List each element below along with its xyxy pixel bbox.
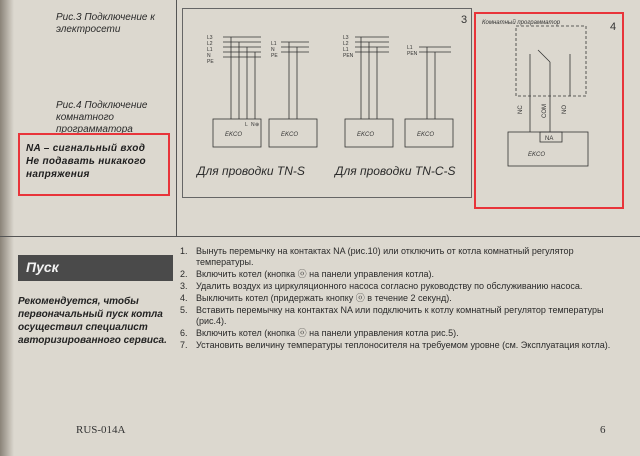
- boiler-label-3: EKCO: [357, 132, 375, 138]
- bus-label-9: L3: [343, 35, 349, 41]
- signal-input-warning: [18, 133, 170, 196]
- step-number: 6.: [180, 328, 188, 338]
- bus-label-8: PE: [271, 53, 278, 59]
- programmer-title: Комнатный программатор: [482, 20, 561, 26]
- step-text: Включить котел (кнопка ⓞ на панели управления котла рис.5).: [196, 328, 459, 338]
- terminal-l: L: [245, 122, 248, 128]
- terminal-com: COM: [542, 104, 548, 118]
- bus-label-4: N: [207, 53, 211, 59]
- terminal-nc: NC: [518, 105, 524, 114]
- section-title: Пуск: [26, 259, 59, 275]
- mains-wiring-svg: [183, 9, 473, 199]
- room-programmer-diagram: [474, 12, 624, 209]
- warning-line-3: напряжения: [26, 169, 90, 180]
- step-item: [180, 281, 620, 292]
- bus-label-6: L1: [271, 41, 277, 47]
- terminal-no: NO: [562, 105, 568, 114]
- step-item: [180, 269, 620, 280]
- step-text: Включить котел (кнопка ⓞ на панели управления котла).: [196, 269, 435, 279]
- step-number: 2.: [180, 269, 188, 279]
- bus-label-7: N: [271, 47, 275, 53]
- tn-s-label: Для проводки TN-S: [197, 164, 305, 178]
- column-divider: [176, 0, 177, 236]
- terminal-pe: ⊕: [255, 122, 260, 128]
- step-text: Выключить котел (придержать кнопку ⓞ в течение 2 секунд).: [196, 293, 452, 303]
- step-text: Вынуть перемычку на контактах NA (рис.10) или отключить от котла комнатный регулятор температуры.: [196, 246, 574, 267]
- bus-label-5: PE: [207, 59, 214, 65]
- boiler-label-4: EKCO: [417, 132, 435, 138]
- step-number: 1.: [180, 246, 188, 256]
- step-item: [180, 328, 620, 339]
- boiler-label-2: EKCO: [281, 132, 299, 138]
- fig3-caption: Рис.3 Подключение к электросети: [56, 12, 155, 35]
- section-divider: [0, 236, 640, 237]
- bus-label-12: PEN: [343, 53, 354, 59]
- na-terminal-label: NA: [545, 136, 554, 142]
- bus-label-13: L1: [407, 45, 413, 51]
- startup-steps-list: [180, 246, 620, 352]
- document-code: RUS-014A: [76, 424, 126, 436]
- step-text: Установить величину температуры теплоносителя на требуемом уровне (см. Эксплуатация котла).: [196, 340, 611, 350]
- bus-label-3: L1: [207, 47, 213, 53]
- step-item: [180, 293, 620, 304]
- terminal-n: N: [251, 122, 255, 128]
- step-text: Вставить перемычку на контактах NA или подключить к котлу комнатный регулятор температуры (рис.4).: [196, 305, 604, 326]
- fig4-caption: Рис.4 Подключение комнатного программатора: [56, 100, 148, 135]
- step-number: 5.: [180, 305, 188, 315]
- boiler-label-1: EKCO: [225, 132, 243, 138]
- diagram3-number: 3: [461, 14, 468, 26]
- tn-c-s-label: Для проводки TN-C-S: [335, 164, 456, 178]
- diagram4-number: 4: [610, 21, 617, 33]
- page-number: 6: [600, 424, 606, 436]
- service-recommendation: Рекомендуется, чтобы первоначальный пуск котла осуществил специалист авторизированного сервиса.: [18, 296, 167, 346]
- bus-label-14: PEN: [407, 51, 418, 57]
- programmer-wiring-svg: [476, 14, 622, 207]
- page-edge-shadow: [0, 0, 14, 456]
- bus-label-1: L3: [207, 35, 213, 41]
- warning-line-2: Не подавать никакого: [26, 156, 146, 167]
- warning-line-1: NA – сигнальный вход: [26, 143, 146, 154]
- bus-label-10: L2: [343, 41, 349, 47]
- bus-label-11: L1: [343, 47, 349, 53]
- step-number: 7.: [180, 340, 188, 350]
- step-item: [180, 340, 620, 351]
- bus-label-2: L2: [207, 41, 213, 47]
- step-number: 4.: [180, 293, 188, 303]
- step-item: [180, 246, 620, 268]
- step-item: [180, 305, 620, 327]
- step-text: Удалить воздух из циркуляционного насоса согласно руководству по обслуживанию насоса.: [196, 281, 583, 291]
- mains-connection-diagram: [182, 8, 472, 198]
- programmer-boiler-label: EKCO: [528, 152, 546, 158]
- step-number: 3.: [180, 281, 188, 291]
